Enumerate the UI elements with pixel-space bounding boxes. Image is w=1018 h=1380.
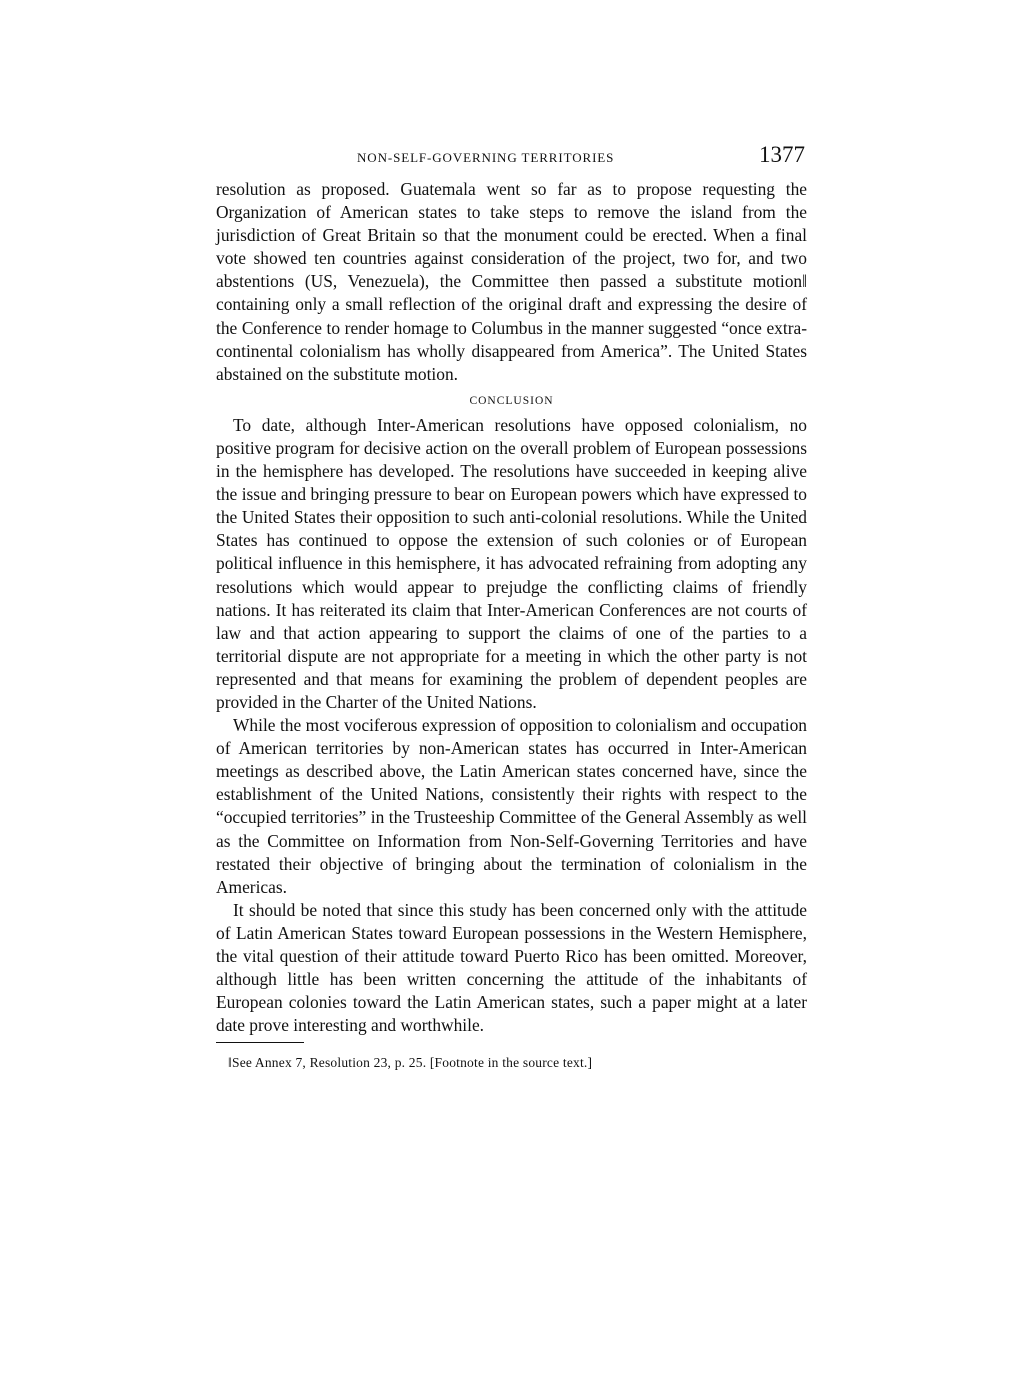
paragraph-conclusion-3: It should be noted that since this study has been concerned only with the attitude of Latin American States toward European possessions in the Western Hemisphere, the vital question of their attitude toward Puerto Rico has been omitted. Moreover, although little has been written concerning the attitude of the inhabitants of European colonies toward the Latin American states, such a paper might at a later date prove interesting and worthwhile. [216, 899, 807, 1036]
paragraph-conclusion-1: To date, although Inter-American resolutions have opposed colonialism, no positive program for decisive action on the overall problem of European possessions in the hemisphere has developed. The resolutions have succeeded in keeping alive the issue and bringing pressure to bear on European powers which have expressed to the United States their opposition to such anti-colonial resolutions. While the United States has continued to oppose the extension of such colonies or of European political influence in this hemisphere, it has advocated refraining from adopting any resolutions which would appear to prejudge the conflicting claims of friendly nations. It has reiterated its claim that Inter-American Conferences are not courts of law and that action appearing to support the claims of one of the parties to a territorial dispute are not appropriate for a meeting in which the other party is not represented and that means for examining the problem of dependent peoples are provided in the Charter of the United Nations. [216, 414, 807, 712]
footnote-divider [216, 1042, 304, 1043]
section-heading-conclusion: CONCLUSION [469, 394, 554, 407]
running-head [216, 142, 807, 178]
document-page [216, 142, 807, 1072]
body-text [216, 178, 807, 1037]
running-title: NON-SELF-GOVERNING TERRITORIES [357, 150, 615, 165]
paragraph-continuation: resolution as proposed. Guatemala went so far as to propose requesting the Organization of American states to take steps to remove the island from the jurisdiction of Great Britain so that the monument could be erected. When a final vote showed ten countries against consideration of the project, two for, and two abstentions (US, Venezuela), the Committee then passed a substitute motion‖ containing only a small reflection of the original draft and expressing the desire of the Conference to render homage to Columbus in the manner suggested “once extra-continental colonialism has wholly disappeared from America”. The United States abstained on the substitute motion. [216, 179, 807, 384]
footnote: ‖See Annex 7, Resolution 23, p. 25. [Footnote in the source text.] [228, 1055, 593, 1071]
page-number: 1377 [759, 142, 805, 167]
paragraph-conclusion-2: While the most vociferous expression of opposition to colonialism and occupation of American territories by non-American states has occurred in Inter-American meetings as described above, the Latin American states concerned have, since the establishment of the United Nations, consistently their rights with respect to the “occupied territories” in the Trusteeship Committee of the General Assembly as well as the Committee on Information from Non-Self-Governing Territories and have restated their objective of bringing about the termination of colonialism in the Americas. [216, 715, 807, 897]
